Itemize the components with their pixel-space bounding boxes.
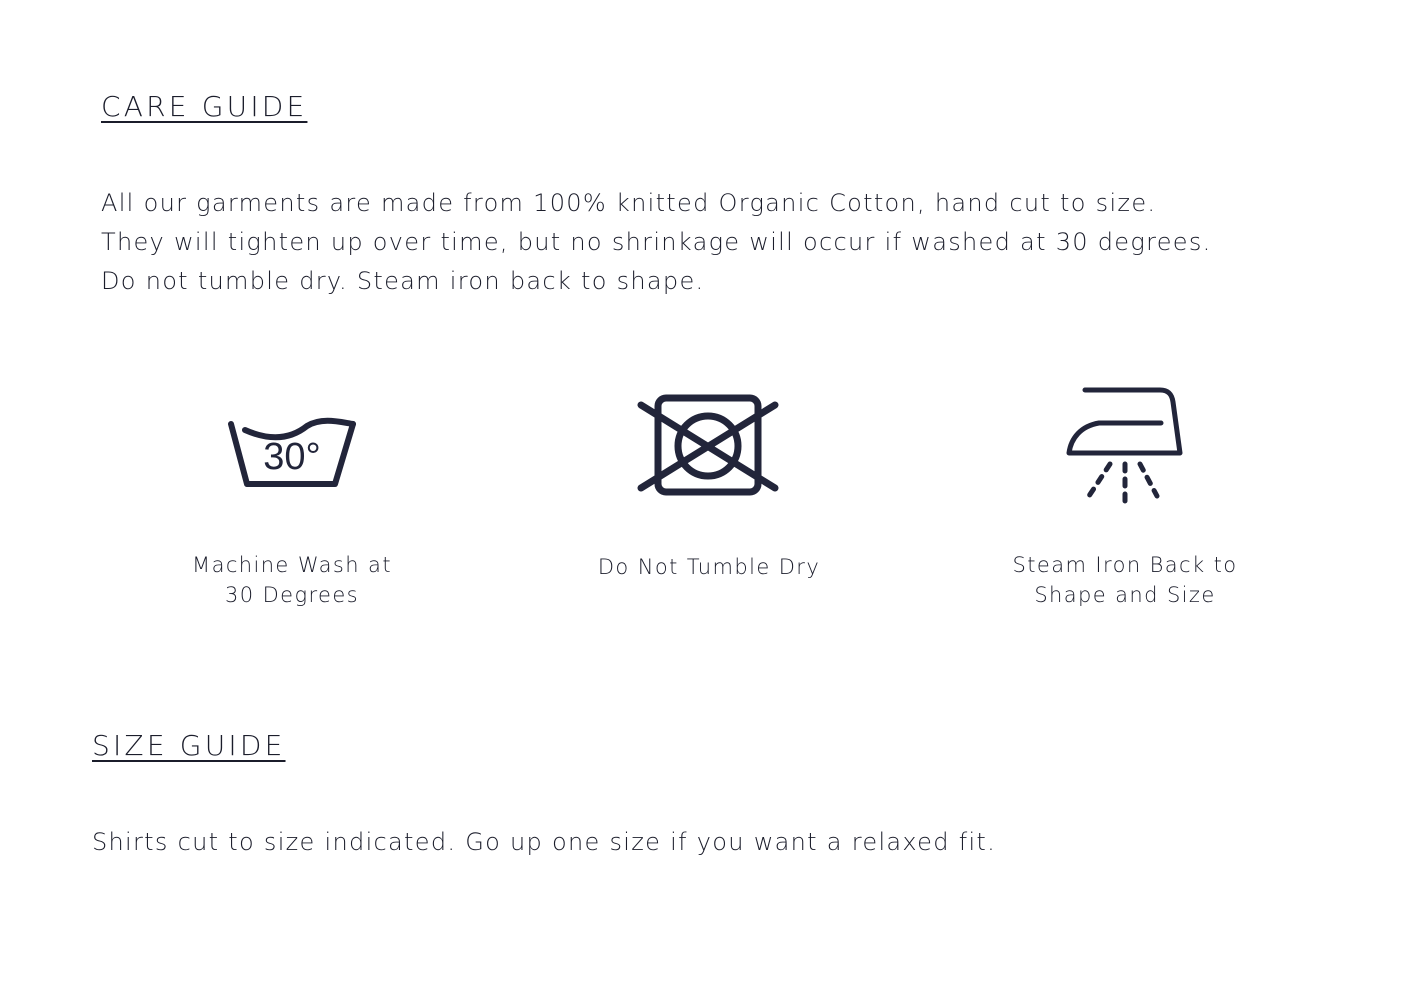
do-not-tumble-dry-icon	[559, 380, 859, 510]
care-symbol-steam-iron	[975, 380, 1275, 620]
wash-temperature-text: 30°	[263, 436, 321, 478]
size-guide-text: Shirts cut to size indicated. Go up one size if you want a relaxed fit.	[92, 828, 997, 856]
machine-wash-label	[142, 550, 442, 610]
machine-wash-30-icon	[142, 380, 442, 510]
steam-iron-label	[975, 550, 1275, 610]
size-guide-heading: SIZE GUIDE	[92, 729, 286, 762]
label-line: Shape and Size	[1034, 583, 1216, 607]
steam-iron-icon	[975, 380, 1275, 510]
care-guide-line: They will tighten up over time, but no shrinkage will occur if washed at 30 degrees.	[101, 228, 1212, 256]
label-line: 30 Degrees	[224, 583, 360, 607]
do-not-tumble-dry-label	[559, 552, 859, 582]
label-line: Do Not Tumble Dry	[597, 555, 821, 579]
label-line: Steam Iron Back to	[1012, 553, 1238, 577]
care-guide-text	[101, 184, 1212, 301]
care-guide-line: All our garments are made from 100% knitted Organic Cotton, hand cut to size.	[101, 189, 1157, 217]
care-symbol-do-not-tumble-dry	[559, 380, 859, 620]
label-line: Machine Wash at	[192, 553, 392, 577]
care-guide-heading: CARE GUIDE	[101, 90, 308, 123]
care-guide-line: Do not tumble dry. Steam iron back to shape.	[101, 267, 705, 295]
care-symbol-machine-wash	[142, 380, 442, 620]
